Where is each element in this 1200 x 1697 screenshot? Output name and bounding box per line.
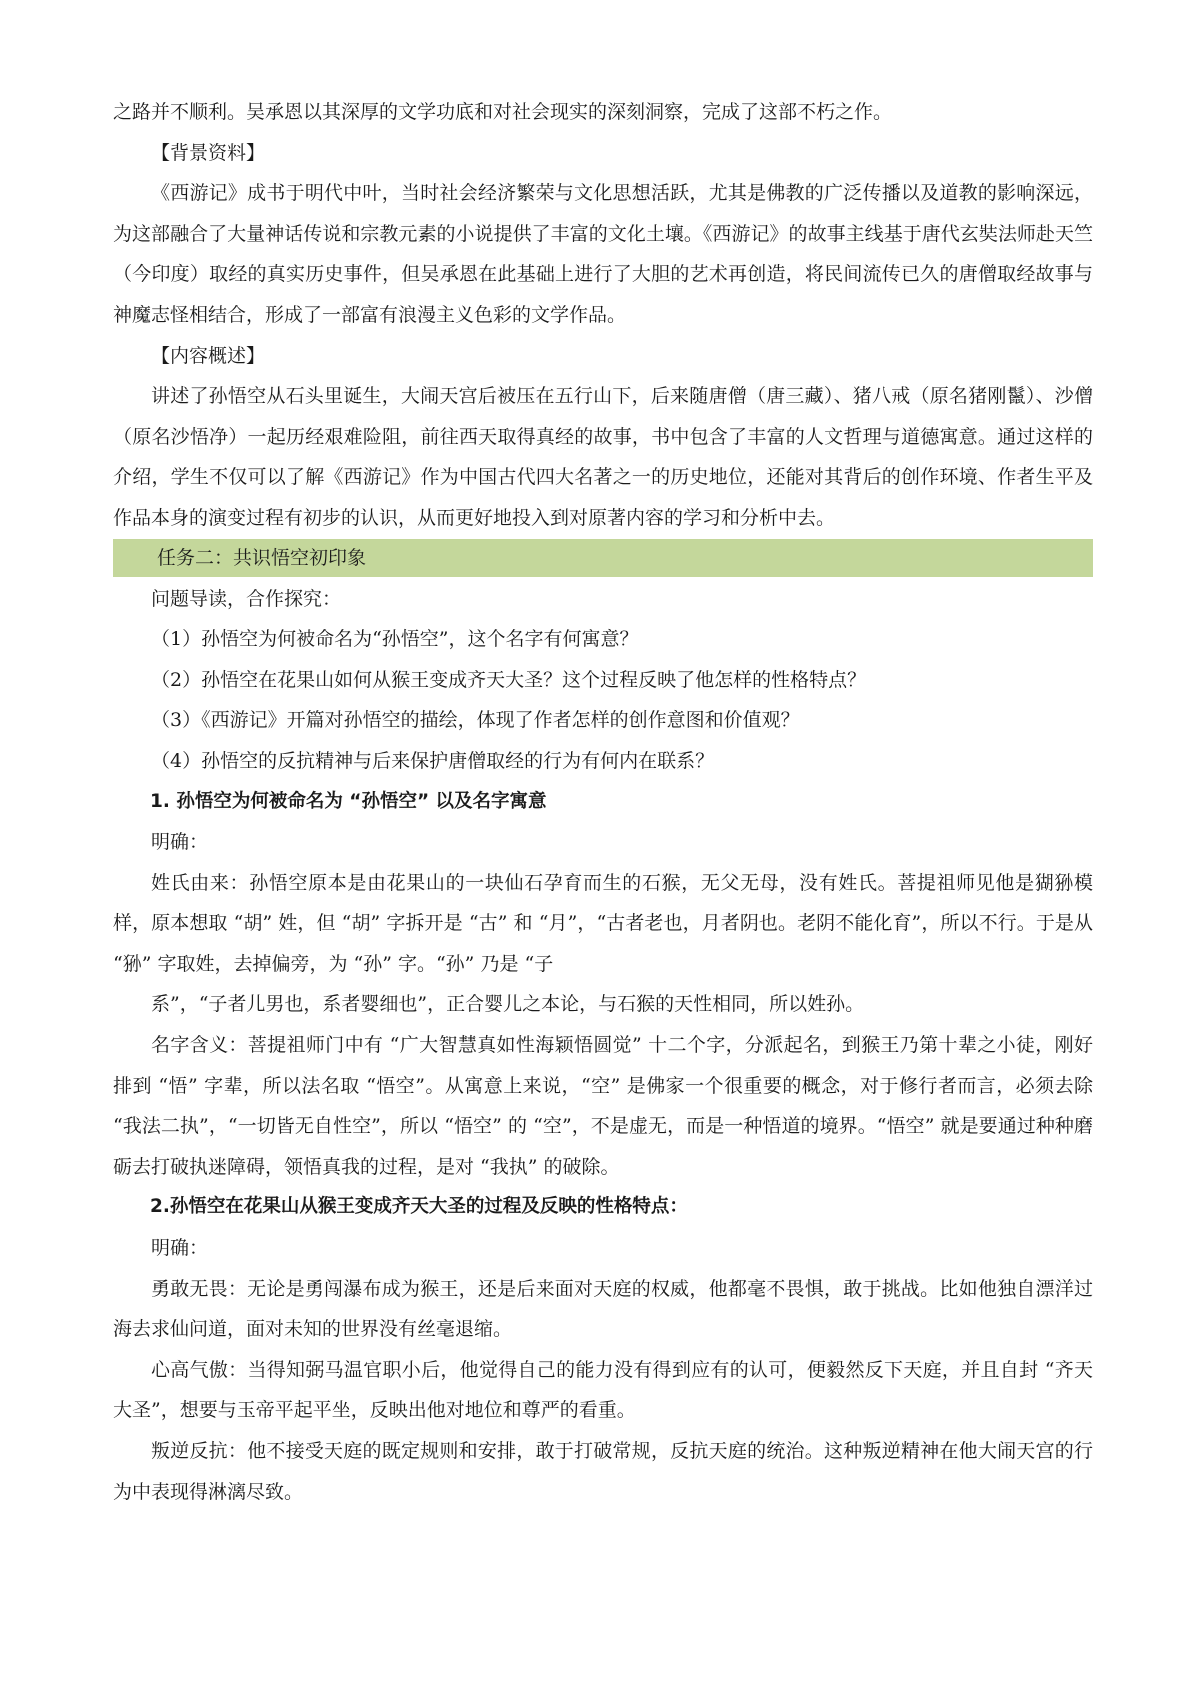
- section-2-clarify: 明确：: [151, 1237, 209, 1260]
- question-2: （2）孙悟空在花果山如何从猴王变成齐天大圣？这个过程反映了他怎样的性格特点？: [151, 668, 867, 691]
- heading-background: 【背景资料】: [151, 141, 266, 164]
- paragraph-surname-origin-cont: 系”，“子者儿男也，系者婴细也”，正合婴儿之本论，与石猴的天性相同，所以姓孙。: [151, 993, 865, 1016]
- document-body: [113, 92, 1093, 1512]
- paragraph-background: 《西游记》成书于明代中叶，当时社会经济繁荣与文化思想活跃，尤其是佛教的广泛传播以及道教的影响深远，为这部融合了大量神话传说和宗教元素的小说提供了丰富的文化土壤。《西游记》的故事主线基于唐代玄奘法师赴天竺（今印度）取经的真实历史事件，但吴承恩在此基础上进行了大胆的艺术再创造，将民间流传已久的唐僧取经故事与神魔志怪相结合，形成了一部富有浪漫主义色彩的文学作品。: [113, 182, 1093, 326]
- question-1: （1）孙悟空为何被命名为“孙悟空”，这个名字有何寓意？: [151, 628, 639, 651]
- paragraph-summary: 讲述了孙悟空从石头里诞生，大闹天宫后被压在五行山下，后来随唐僧（唐三藏）、猪八戒（原名猪刚鬣）、沙僧（原名沙悟净）一起历经艰难险阻，前往西天取得真经的故事，书中包含了丰富的人文哲理与道德寓意。通过这样的介绍，学生不仅可以了解《西游记》作为中国古代四大名著之一的历史地位，还能对其背后的创作环境、作者生平及作品本身的演变过程有初步的认识，从而更好地投入到对原著内容的学习和分析中去。: [113, 385, 1093, 529]
- question-3: （3）《西游记》开篇对孙悟空的描绘，体现了作者怎样的创作意图和价值观？: [151, 709, 800, 732]
- paragraph-brave: 勇敢无畏：无论是勇闯瀑布成为猴王，还是后来面对天庭的权威，他都毫不畏惧，敢于挑战。比如他独自漂洋过海去求仙问道，面对未知的世界没有丝毫退缩。: [113, 1277, 1093, 1341]
- paragraph-intro-end: 之路并不顺利。吴承恩以其深厚的文学功底和对社会现实的深刻洞察，完成了这部不朽之作。: [113, 101, 893, 123]
- section-1-heading: 1. 孙悟空为何被命名为 “孙悟空” 以及名字寓意: [150, 790, 547, 812]
- question-4: （4）孙悟空的反抗精神与后来保护唐僧取经的行为有何内在联系？: [151, 749, 715, 772]
- section-2-heading: 2.孙悟空在花果山从猴王变成齐天大圣的过程及反映的性格特点：: [150, 1196, 688, 1218]
- heading-summary: 【内容概述】: [151, 344, 266, 367]
- paragraph-proud: 心高气傲：当得知弼马温官职小后，他觉得自己的能力没有得到应有的认可，便毅然反下天庭，并且自封 “齐天大圣”，想要与玉帝平起平坐，反映出他对地位和尊严的看重。: [113, 1358, 1093, 1422]
- paragraph-surname-origin: 姓氏由来：孙悟空原本是由花果山的一块仙石孕育而生的石猴，无父无母，没有姓氏。菩提祖师见他是猢狲模样，原本想取 “胡” 姓，但 “胡” 字拆开是 “古” 和 “月”，“古者老也，月者阴也。老阴不能化育”，所以不行。于是从 “狲” 字取姓，去掉偏旁，为 “孙” 字。“孙” 乃是 “子: [113, 871, 1093, 975]
- question-guide-heading: 问题导读，合作探究：: [151, 587, 342, 610]
- section-1-clarify: 明确：: [151, 831, 209, 854]
- paragraph-rebellious: 叛逆反抗：他不接受天庭的既定规则和安排，敢于打破常规，反抗天庭的统治。这种叛逆精神在他大闹天宫的行为中表现得淋漓尽致。: [113, 1440, 1093, 1503]
- paragraph-name-meaning: 名字含义：菩提祖师门中有 “广大智慧真如性海颖悟圆觉” 十二个字，分派起名，到猴王乃第十辈之小徒，刚好排到 “悟” 字辈，所以法名取 “悟空”。从寓意上来说，“空” 是佛家一个很重要的概念，对于修行者而言，必须去除 “我法二执”，“一切皆无自性空”，所以 “悟空” 的 “空”，不是虚无，而是一种悟道的境界。“悟空” 就是要通过种种磨砺去打破执迷障碍，领悟真我的过程，是对 “我执” 的破除。: [113, 1034, 1093, 1178]
- task-two-banner: 任务二：共识悟空初印象: [113, 539, 1093, 577]
